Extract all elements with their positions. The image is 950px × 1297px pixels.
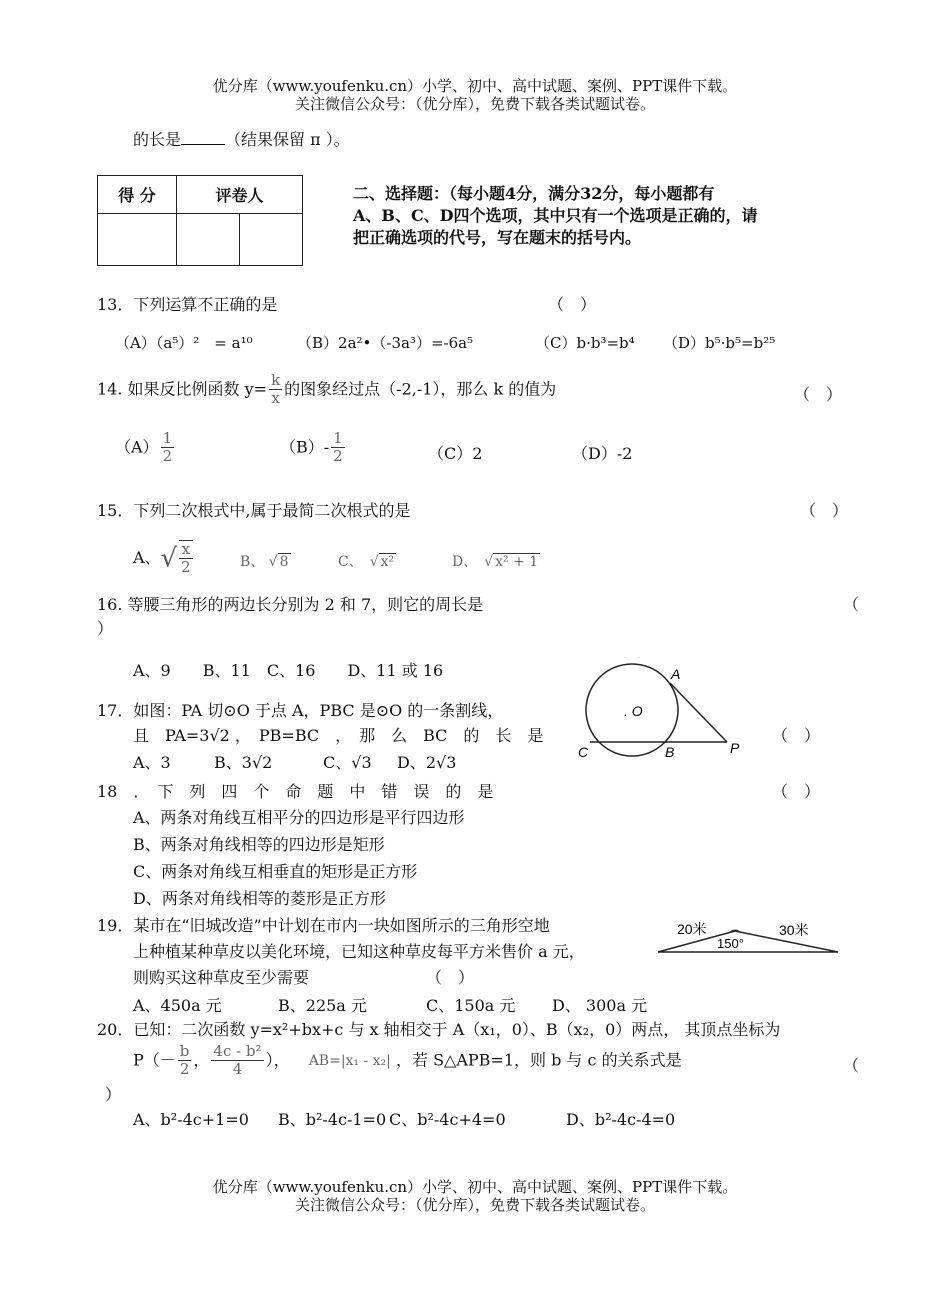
carry-over-suffix: （结果保留 π ）。 (225, 130, 350, 149)
q16-bracket-open[interactable]: （ (843, 595, 860, 614)
q15-c-label: C、 (338, 554, 356, 570)
side-right-label: 30米 (779, 922, 809, 938)
q14-fraction (269, 372, 282, 408)
q14-stem-pre: 14. 如果反比例函数 y= (97, 379, 268, 399)
q17-line-2: 且 PA=3√2 ， PB=BC ， 那 么 BC 的 长 是 (133, 726, 544, 745)
q19-option-c: C、150a 元 (426, 996, 516, 1015)
q15-answer-bracket[interactable]: （ ） (800, 501, 849, 520)
q20-p-prefix: P（－ (133, 1050, 176, 1070)
q15-stem: 15．下列二次根式中,属于最简二次根式的是 (97, 501, 411, 520)
q19-option-d: D、 300a 元 (552, 996, 648, 1015)
side-left-label: 20米 (677, 921, 707, 937)
q18-option-c: C、两条对角线互相垂直的矩形是正方形 (133, 862, 418, 881)
q17-option-a: A、3 (133, 753, 171, 772)
q17-circle-figure (572, 660, 752, 770)
q17-answer-bracket[interactable]: （ ） (772, 726, 821, 745)
q17-option-c: C、√3 (323, 753, 372, 772)
q19-option-b: B、225a 元 (278, 996, 367, 1015)
q14-option-b (280, 430, 347, 466)
q20-option-a: A、b²-4c+1=0 (133, 1110, 249, 1129)
q13-stem: 13．下列运算不正确的是 (97, 295, 278, 314)
q20-frac-2 (211, 1043, 263, 1079)
q18-answer-bracket[interactable]: （ ） (772, 782, 821, 801)
q15-option-d: D、 √ x² + 1 (452, 554, 539, 570)
q19-line-2: 上种植某种草皮以美化环境，已知这种草皮每平方米售价 a 元， (133, 942, 585, 961)
q20-frac2-den: 4 (232, 1060, 243, 1079)
q14-b-num: 1 (333, 429, 343, 447)
grader-cell-1[interactable] (177, 214, 240, 266)
q15-option-b: B、 √ 8 (240, 554, 289, 570)
q17-option-b: B、3√2 (214, 753, 273, 772)
q18-option-a: A、两条对角线互相平分的四边形是平行四边形 (133, 808, 465, 827)
q14-b-label: （B）- (280, 437, 330, 457)
q20-p-suffix: ）， (265, 1050, 290, 1070)
q14-a-label: （A） (115, 437, 159, 457)
q20-bracket-close[interactable]: ） (105, 1085, 122, 1104)
section2-line-2: A、B、C、D四个选项，其中只有一个选项是正确的，请 (353, 206, 758, 225)
q20-frac1-num: b (179, 1042, 190, 1060)
q20-option-c: C、b²-4c+4=0 (389, 1110, 506, 1129)
q15-c-radicand: x² (380, 554, 395, 570)
q19-line-3: 则购买这种草皮至少需要 (133, 968, 310, 987)
point-a-label: A (671, 666, 681, 682)
q15-d-label: D、 (452, 554, 471, 570)
q17-option-d: D、2√3 (397, 753, 457, 772)
q20-frac2-num: 4c - b² (213, 1042, 262, 1060)
q18-option-b: B、两条对角线相等的四边形是矩形 (133, 835, 385, 854)
footer-line-1: 优分库（www.youfenku.cn）小学、初中、高中试题、案例、PPT课件下载。 (212, 1178, 738, 1196)
q14-a-den: 2 (162, 447, 173, 466)
radical-icon: √ (160, 543, 178, 574)
q14-frac-num: k (271, 371, 281, 389)
q14-stem-post: 的图象经过点（-2,-1），那么 k 的值为 (284, 379, 557, 399)
q20-option-d: D、b²-4c-4=0 (566, 1110, 676, 1129)
score-table (97, 175, 303, 266)
grader-header: 评卷人 (177, 176, 303, 214)
header-line-1: 优分库（www.youfenku.cn）小学、初中、高中试题、案例、PPT课件下载。 (212, 77, 738, 95)
section2-line-3: 把正确选项的代号，写在题末的括号内。 (353, 228, 642, 247)
answer-blank (181, 130, 225, 145)
q15-b-label: B、 (240, 554, 265, 570)
q13-option-a: （A）（a⁵）² = a¹⁰ (115, 334, 253, 352)
q15-a-num: x (179, 541, 193, 559)
q19-triangle-figure (655, 915, 845, 957)
q16-bracket-close[interactable]: ） (97, 619, 114, 638)
grader-cell-2[interactable] (240, 214, 303, 266)
q15-option-a (133, 540, 195, 577)
q15-d-radicand: x² + 1 (495, 554, 539, 570)
footer-line-2: 关注微信公众号：（优分库），免费下载各类试题试卷。 (294, 1196, 655, 1214)
q16-stem: 16. 等腰三角形的两边长分别为 2 和 7，则它的周长是 (97, 595, 484, 614)
q20-ab-expression: AB=|x₁ - x₂| (308, 1053, 391, 1070)
q14-stem (97, 372, 556, 408)
q16-options: A、9 B、11 C、16 D、11 或 16 (133, 661, 444, 680)
q20-line-1: 20．已知：二次函数 y=x²+bx+c 与 x 轴相交于 A（x₁，0）、B（x₂，0）两点， 其顶点坐标为 (97, 1020, 781, 1039)
q13-option-c: （C）b·b³=b⁴ (535, 334, 635, 352)
point-o-label: . O (624, 703, 643, 719)
q15-a-fraction (179, 540, 193, 577)
q20-frac-1 (178, 1043, 192, 1079)
q13-answer-bracket[interactable]: （ ） (548, 295, 597, 314)
q15-a-label: A、 (133, 547, 161, 567)
point-c-label: C (578, 744, 589, 760)
score-header: 得 分 (98, 176, 177, 214)
point-b-label: B (665, 744, 675, 760)
q17-line-1: 17．如图：PA 切⊙O 于点 A，PBC 是⊙O 的一条割线， (97, 701, 504, 720)
q20-frac1-den: 2 (179, 1060, 190, 1079)
carry-over-prefix: 的长是 (133, 130, 182, 149)
q14-option-a (115, 430, 176, 466)
q14-answer-bracket[interactable]: （ ） (794, 385, 843, 404)
q15-b-radicand: 8 (279, 554, 289, 570)
q13-option-b: （B）2a²•（-3a³）=-6a⁵ (297, 334, 474, 352)
q13-option-d: （D）b⁵·b⁵=b²⁵ (663, 334, 776, 352)
q14-a-fraction (161, 430, 175, 466)
q14-option-c: （C）2 (428, 444, 483, 463)
q20-condition: ，若 S△APB=1，则 b 与 c 的关系式是 (396, 1050, 682, 1070)
q18-option-d: D、两条对角线相等的菱形是正方形 (133, 889, 386, 908)
q20-option-b: B、b²-4c-1=0 (278, 1110, 387, 1129)
q14-frac-den: x (271, 389, 280, 408)
q19-option-a: A、450a 元 (133, 996, 222, 1015)
q14-a-num: 1 (162, 429, 173, 447)
q19-answer-bracket[interactable]: （ ） (426, 968, 475, 987)
q20-bracket-open[interactable]: （ (843, 1056, 860, 1075)
q18-stem: 18 ． 下 列 四 个 命 题 中 错 误 的 是 (97, 782, 494, 801)
q20-comma: ， (193, 1050, 210, 1070)
score-cell[interactable] (98, 214, 177, 266)
q15-a-den: 2 (181, 558, 191, 577)
angle-label: 150° (717, 936, 744, 951)
point-p-label: P (730, 740, 740, 756)
q19-line-1: 19．某市在“旧城改造”中计划在市内一块如图所示的三角形空地 (97, 916, 550, 935)
q14-b-den: 2 (333, 447, 343, 466)
q14-option-d: （D）-2 (572, 444, 633, 463)
q15-option-c: C、 √ x² (338, 554, 395, 570)
carry-over-line (133, 127, 350, 150)
header-line-2: 关注微信公众号：（优分库），免费下载各类试题试卷。 (294, 95, 655, 113)
section2-line-1: 二、选择题：（每小题4分，满分32分，每小题都有 (353, 184, 715, 203)
q20-line-2 (133, 1043, 682, 1079)
q14-b-fraction (331, 430, 345, 466)
